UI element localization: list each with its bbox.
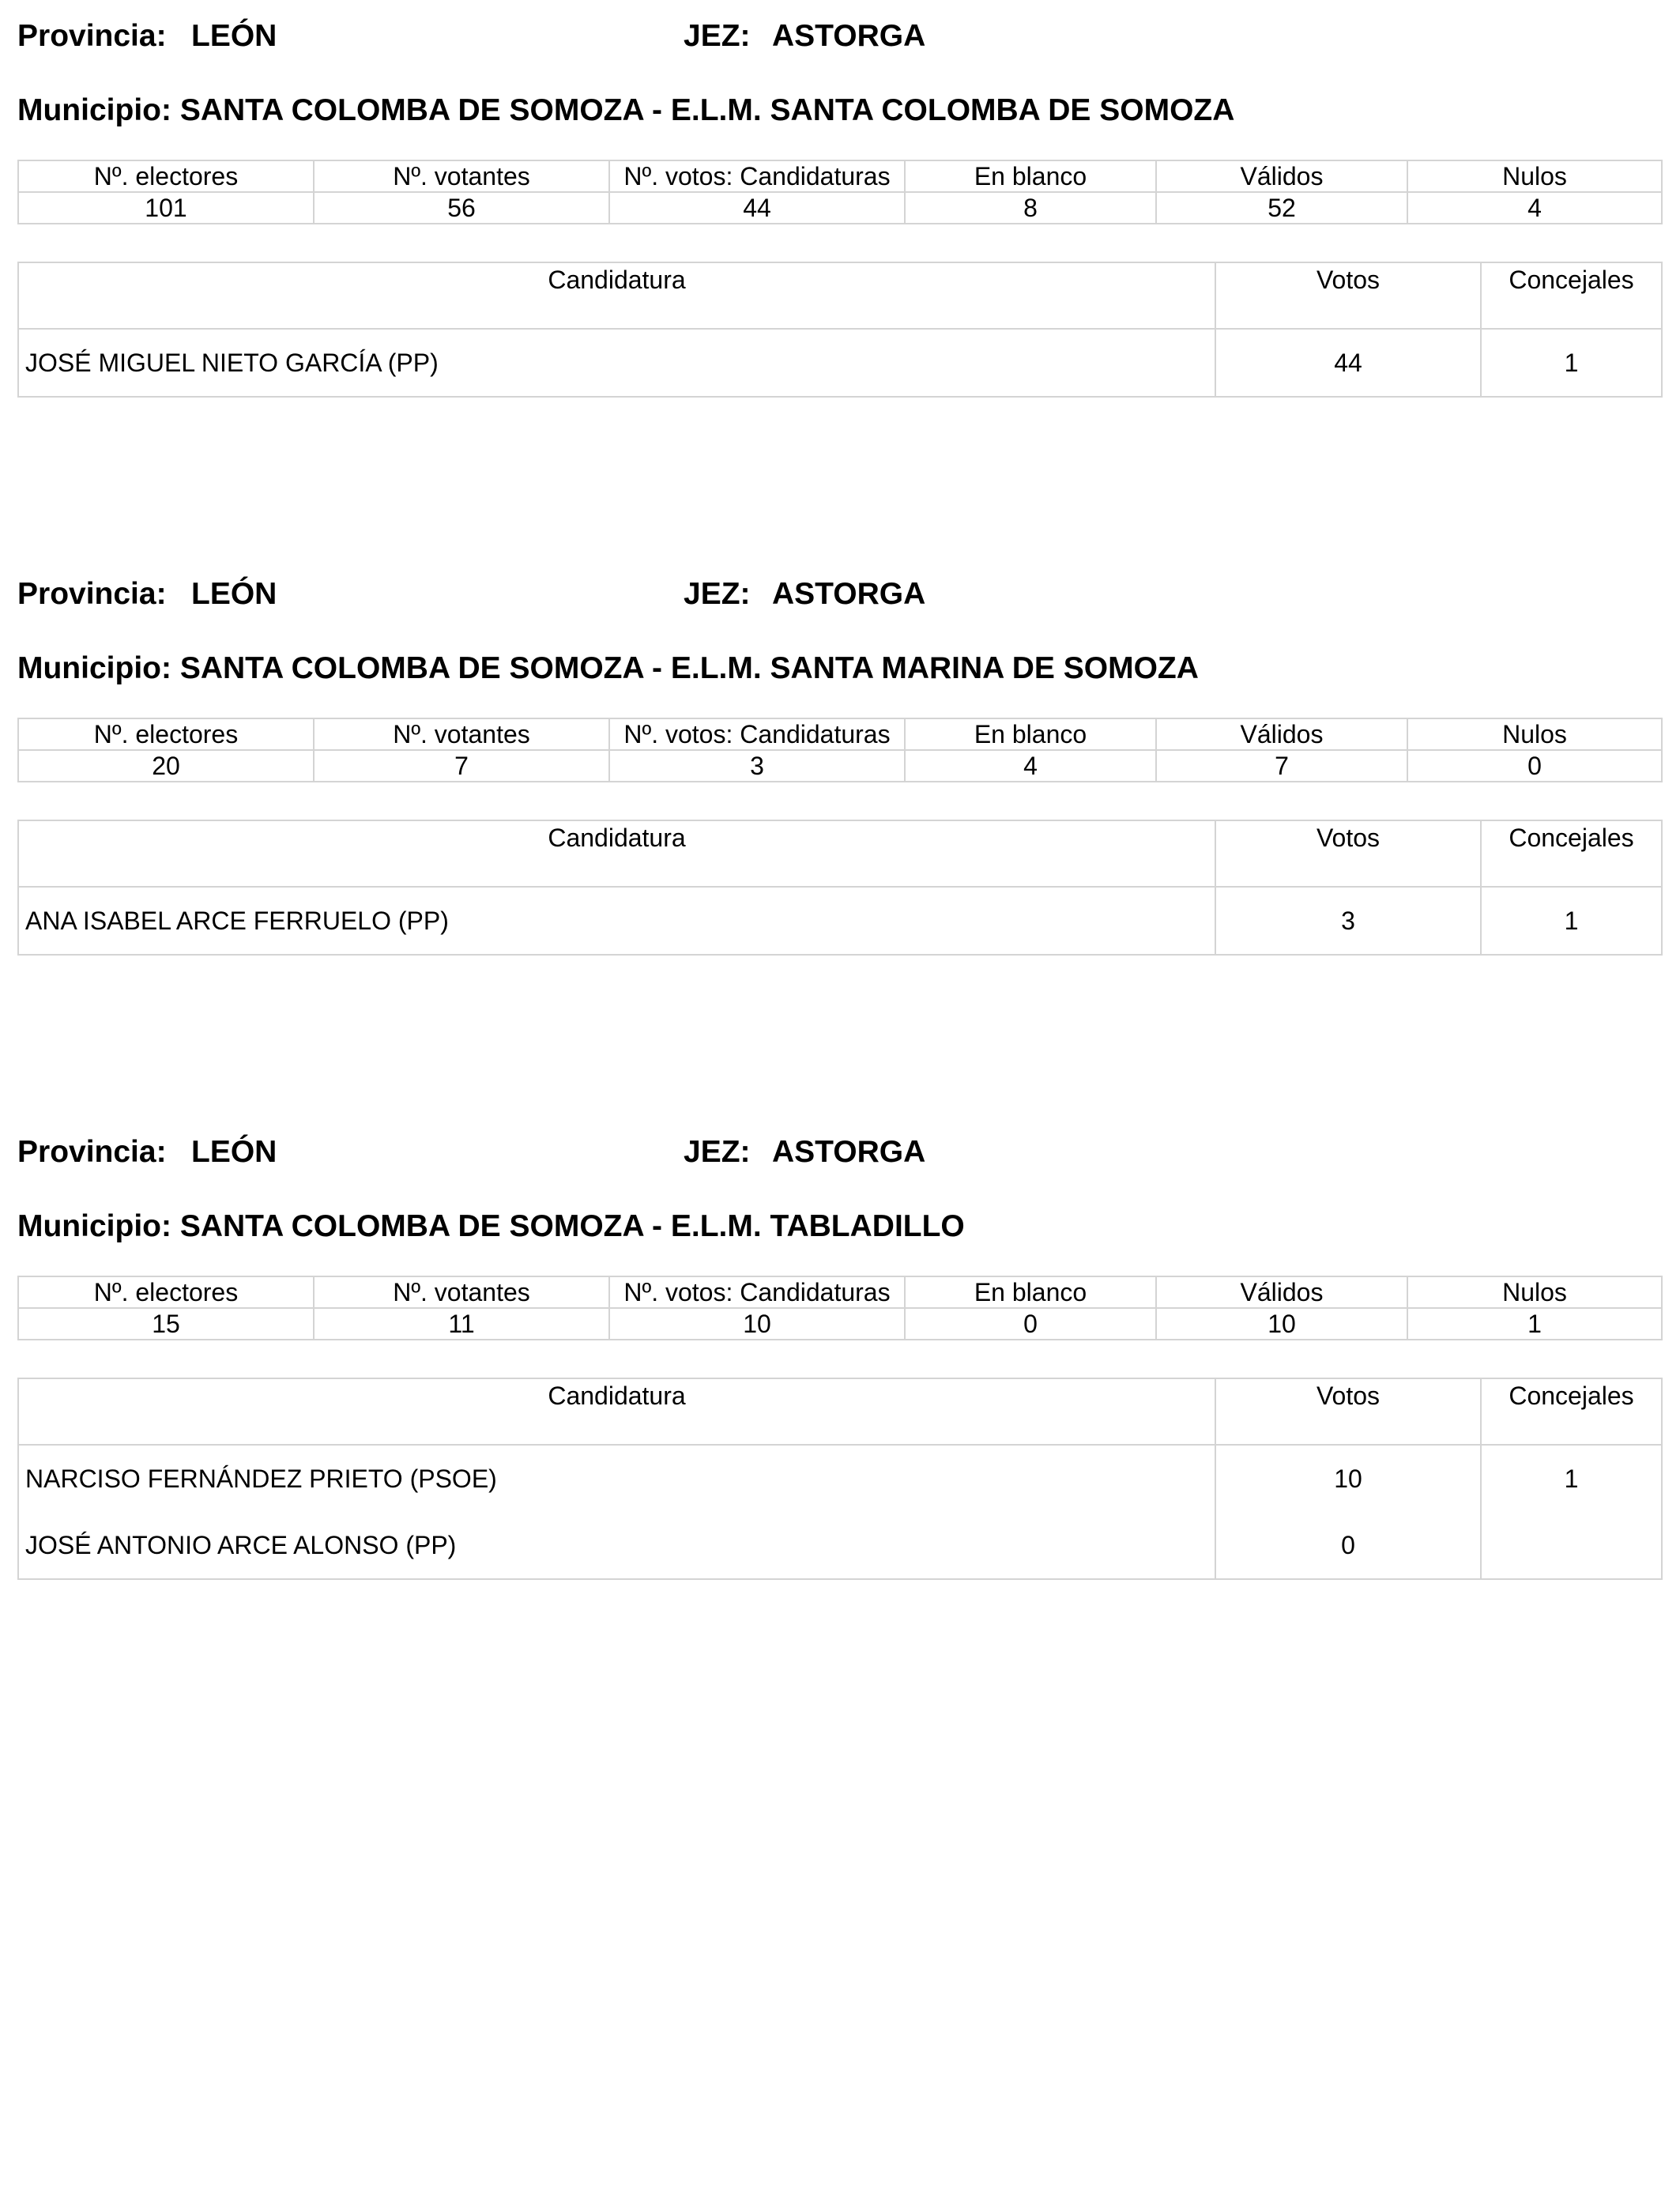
candidate-name: ANA ISABEL ARCE FERRUELO (PP)	[18, 887, 1215, 955]
summary-value-row	[18, 750, 1662, 782]
summary-value-cell: 20	[18, 750, 314, 782]
summary-header-row	[18, 1276, 1662, 1308]
votos-header: Votos	[1215, 820, 1481, 887]
candidatura-header: Candidatura	[18, 262, 1215, 329]
summary-value-row	[18, 192, 1662, 224]
summary-table	[17, 1276, 1663, 1340]
candidate-row	[18, 1512, 1662, 1579]
summary-value-cell: 8	[905, 192, 1156, 224]
summary-header-cell: Nulos	[1407, 1276, 1662, 1308]
jez-value: ASTORGA	[772, 19, 926, 53]
concejales-header: Concejales	[1481, 262, 1662, 329]
votos-header: Votos	[1215, 262, 1481, 329]
candidate-concejales: 1	[1481, 887, 1662, 955]
summary-header-cell: Nº. electores	[18, 1276, 314, 1308]
candidate-votos: 0	[1215, 1512, 1481, 1579]
summary-value-cell: 56	[314, 192, 609, 224]
summary-value-cell: 0	[905, 1308, 1156, 1340]
summary-header-cell: Nulos	[1407, 160, 1662, 192]
summary-header-row	[18, 718, 1662, 750]
jez-label: JEZ:	[684, 1135, 751, 1169]
municipio-label: Municipio:	[17, 1209, 171, 1243]
candidate-row	[18, 1445, 1662, 1512]
header-line	[17, 571, 1661, 618]
summary-header-cell: Nulos	[1407, 718, 1662, 750]
summary-value-cell: 10	[609, 1308, 905, 1340]
municipio-label: Municipio:	[17, 651, 171, 685]
summary-value-cell: 10	[1156, 1308, 1407, 1340]
summary-value-cell: 44	[609, 192, 905, 224]
concejales-header: Concejales	[1481, 820, 1662, 887]
candidatura-header: Candidatura	[18, 1378, 1215, 1445]
candidates-table	[17, 262, 1663, 398]
summary-header-cell: Nº. votos: Candidaturas	[609, 1276, 905, 1308]
summary-value-cell: 7	[1156, 750, 1407, 782]
summary-header-cell: Nº. votantes	[314, 718, 609, 750]
candidate-name: JOSÉ MIGUEL NIETO GARCÍA (PP)	[18, 329, 1215, 397]
candidate-name: JOSÉ ANTONIO ARCE ALONSO (PP)	[18, 1512, 1215, 1579]
candidate-concejales: 1	[1481, 1445, 1662, 1512]
candidate-votos: 44	[1215, 329, 1481, 397]
jez-label: JEZ:	[684, 19, 751, 53]
provincia-value: LEÓN	[191, 19, 277, 53]
summary-header-cell: Nº. votos: Candidaturas	[609, 718, 905, 750]
summary-value-cell: 52	[1156, 192, 1407, 224]
provincia-value: LEÓN	[191, 1135, 277, 1169]
municipio-value: SANTA COLOMBA DE SOMOZA - E.L.M. SANTA MARINA DE SOMOZA	[179, 651, 1199, 685]
summary-header-cell: En blanco	[905, 1276, 1156, 1308]
concejales-header: Concejales	[1481, 1378, 1662, 1445]
header-line	[17, 13, 1661, 60]
municipio-line	[17, 87, 1661, 134]
summary-header-cell: Nº. votos: Candidaturas	[609, 160, 905, 192]
summary-header-cell: Nº. votantes	[314, 160, 609, 192]
summary-value-cell: 11	[314, 1308, 609, 1340]
summary-header-cell: En blanco	[905, 718, 1156, 750]
provincia-label: Provincia:	[17, 577, 167, 611]
candidates-table	[17, 820, 1663, 956]
jez-label: JEZ:	[684, 577, 751, 611]
summary-value-cell: 3	[609, 750, 905, 782]
candidates-header-row	[18, 1378, 1662, 1445]
summary-value-cell: 4	[1407, 192, 1662, 224]
jez-value: ASTORGA	[772, 577, 926, 611]
candidate-row	[18, 329, 1662, 397]
summary-value-cell: 1	[1407, 1308, 1662, 1340]
candidate-row	[18, 887, 1662, 955]
municipio-line	[17, 1203, 1661, 1250]
summary-value-cell: 7	[314, 750, 609, 782]
summary-header-row	[18, 160, 1662, 192]
provincia-label: Provincia:	[17, 1135, 167, 1169]
candidates-table	[17, 1378, 1663, 1580]
candidates-header-row	[18, 820, 1662, 887]
summary-value-cell: 101	[18, 192, 314, 224]
header-line	[17, 1129, 1661, 1176]
candidate-name: NARCISO FERNÁNDEZ PRIETO (PSOE)	[18, 1445, 1215, 1512]
summary-header-cell: Válidos	[1156, 1276, 1407, 1308]
candidate-concejales	[1481, 1512, 1662, 1579]
election-block	[0, 0, 1680, 443]
municipio-value: SANTA COLOMBA DE SOMOZA - E.L.M. SANTA COLOMBA DE SOMOZA	[179, 93, 1235, 127]
summary-header-cell: Válidos	[1156, 718, 1407, 750]
summary-value-row	[18, 1308, 1662, 1340]
summary-value-cell: 15	[18, 1308, 314, 1340]
municipio-line	[17, 645, 1661, 692]
provincia-label: Provincia:	[17, 19, 167, 53]
summary-header-cell: Nº. electores	[18, 160, 314, 192]
jez-value: ASTORGA	[772, 1135, 926, 1169]
election-block	[0, 1116, 1680, 1559]
election-block	[0, 558, 1680, 1001]
candidate-votos: 10	[1215, 1445, 1481, 1512]
summary-header-cell: Nº. votantes	[314, 1276, 609, 1308]
summary-header-cell: Válidos	[1156, 160, 1407, 192]
municipio-label: Municipio:	[17, 93, 171, 127]
summary-value-cell: 0	[1407, 750, 1662, 782]
summary-table	[17, 718, 1663, 782]
provincia-value: LEÓN	[191, 577, 277, 611]
municipio-value: SANTA COLOMBA DE SOMOZA - E.L.M. TABLADILLO	[179, 1209, 965, 1243]
candidates-header-row	[18, 262, 1662, 329]
summary-value-cell: 4	[905, 750, 1156, 782]
summary-table	[17, 160, 1663, 224]
candidate-concejales: 1	[1481, 329, 1662, 397]
summary-header-cell: En blanco	[905, 160, 1156, 192]
candidatura-header: Candidatura	[18, 820, 1215, 887]
votos-header: Votos	[1215, 1378, 1481, 1445]
candidate-votos: 3	[1215, 887, 1481, 955]
summary-header-cell: Nº. electores	[18, 718, 314, 750]
